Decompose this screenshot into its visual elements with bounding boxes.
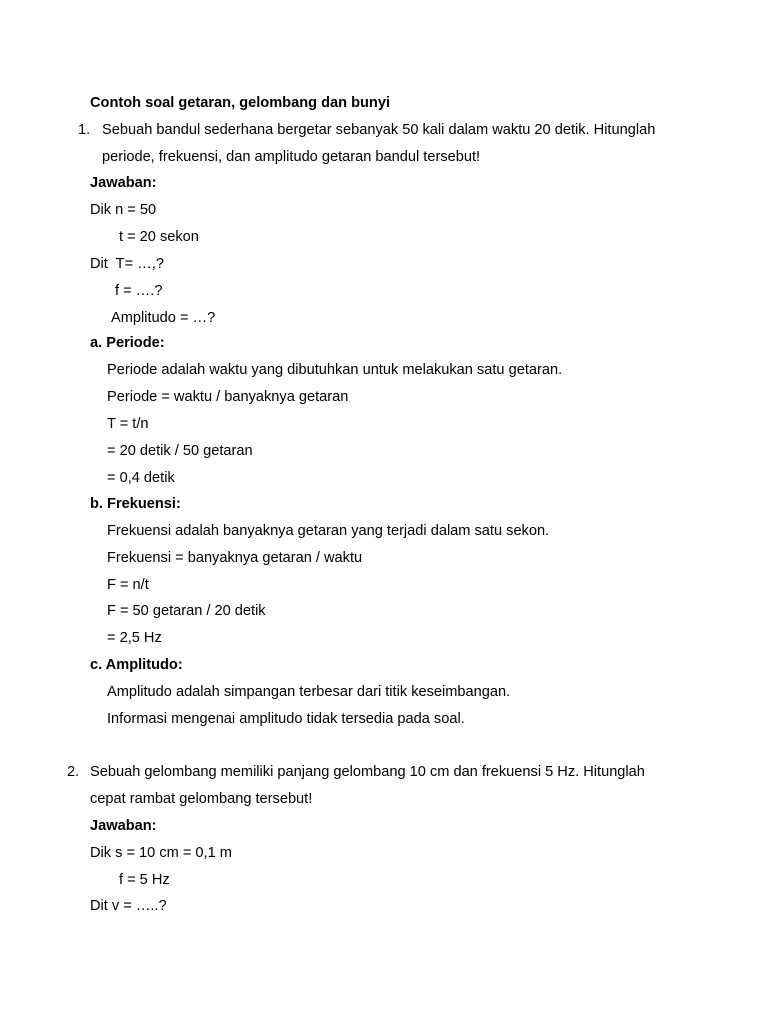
q1-dit-line1: Dit T= …,? bbox=[90, 256, 164, 272]
q1-text-line2: periode, frekuensi, dan amplitudo getaran bandul tersebut! bbox=[102, 149, 481, 165]
q2-number: 2. bbox=[67, 764, 80, 780]
q1-part-c-line: Amplitudo adalah simpangan terbesar dari titik keseimbangan. bbox=[107, 684, 511, 700]
q1-part-c-line: Informasi mengenai amplitudo tidak tersedia pada soal. bbox=[107, 711, 465, 727]
q1-part-b-line: F = n/t bbox=[107, 577, 149, 593]
q1-part-c-heading: c. Amplitudo: bbox=[90, 657, 183, 673]
q2-text-line1: Sebuah gelombang memiliki panjang gelombang 10 cm dan frekuensi 5 Hz. Hitunglah bbox=[90, 764, 645, 780]
q1-number: 1. bbox=[78, 122, 91, 138]
q1-dit-line2: f = ….? bbox=[115, 283, 163, 299]
q2-dit-line1: Dit v = …..? bbox=[90, 898, 167, 914]
q1-text-line1: Sebuah bandul sederhana bergetar sebanyak 50 kali dalam waktu 20 detik. Hitunglah bbox=[102, 122, 656, 138]
q1-dik-line2: t = 20 sekon bbox=[119, 229, 199, 245]
q2-dik-line1: Dik s = 10 cm = 0,1 m bbox=[90, 845, 232, 861]
q1-part-b-line: F = 50 getaran / 20 detik bbox=[107, 603, 266, 619]
q2-dik-line2: f = 5 Hz bbox=[119, 872, 170, 888]
q1-part-b-line: Frekuensi adalah banyaknya getaran yang terjadi dalam satu sekon. bbox=[107, 523, 550, 539]
q1-part-a-line: Periode = waktu / banyaknya getaran bbox=[107, 389, 349, 405]
q1-part-a-heading: a. Periode: bbox=[90, 335, 165, 351]
q1-part-a-line: = 0,4 detik bbox=[107, 470, 175, 486]
q2-answer-heading: Jawaban: bbox=[90, 818, 157, 834]
q1-part-b-line: = 2,5 Hz bbox=[107, 630, 162, 646]
q1-part-a-line: Periode adalah waktu yang dibutuhkan untuk melakukan satu getaran. bbox=[107, 362, 563, 378]
q1-part-b-line: Frekuensi = banyaknya getaran / waktu bbox=[107, 550, 363, 566]
q1-part-b-heading: b. Frekuensi: bbox=[90, 496, 181, 512]
q1-answer-heading: Jawaban: bbox=[90, 175, 157, 191]
q1-dit-line3: Amplitudo = …? bbox=[111, 310, 216, 326]
q1-part-a-line: T = t/n bbox=[107, 416, 149, 432]
document-title: Contoh soal getaran, gelombang dan bunyi bbox=[90, 95, 390, 111]
q1-dik-line1: Dik n = 50 bbox=[90, 202, 157, 218]
q2-text-line2: cepat rambat gelombang tersebut! bbox=[90, 791, 313, 807]
q1-part-a-line: = 20 detik / 50 getaran bbox=[107, 443, 253, 459]
